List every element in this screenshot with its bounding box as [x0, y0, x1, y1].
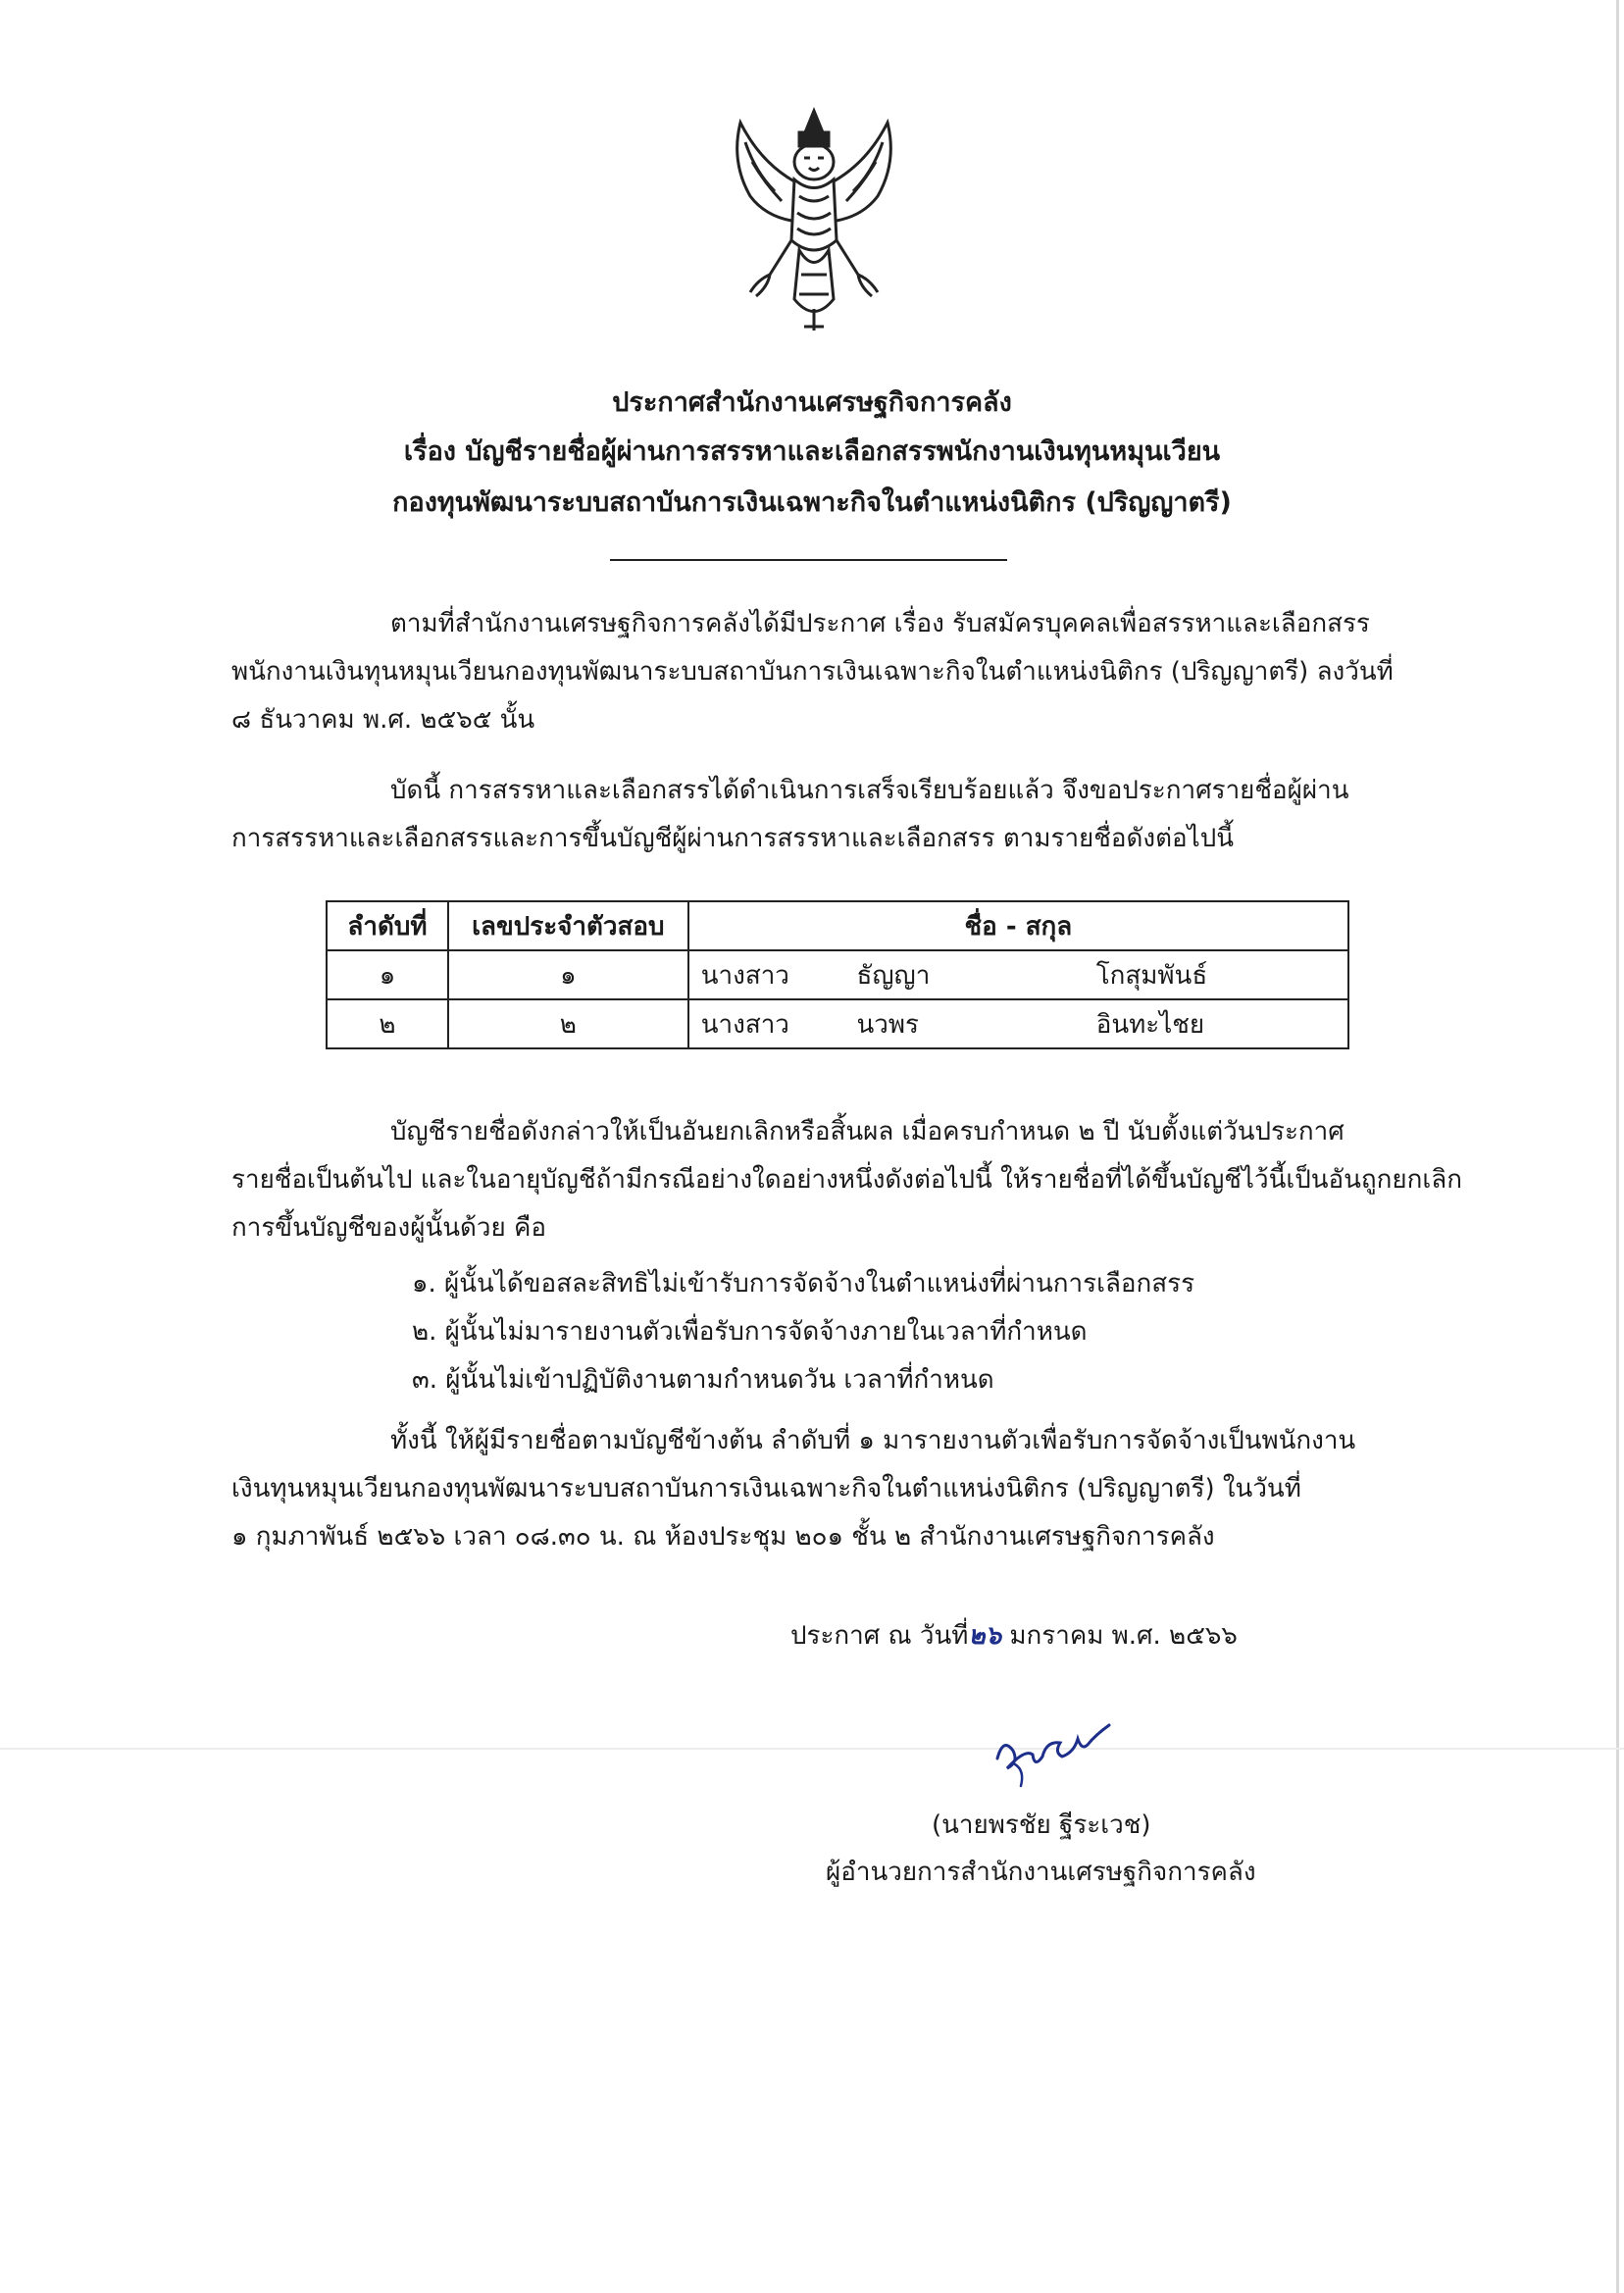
table-row	[327, 999, 1348, 1048]
page-edge-right	[1616, 0, 1619, 2293]
validity-line-3: การขึ้นบัญชีของผู้นั้นด้วย คือ	[231, 1213, 547, 1243]
report-line-1: ทั้งนี้ ให้ผู้มีรายชื่อตามบัญชีข้างต้น ลำดับที่ ๑ มารายงานตัวเพื่อรับการจัดจ้างเป็นพนักงาน	[390, 1426, 1356, 1455]
header-rank: ลำดับที่	[327, 901, 448, 950]
cell-rank: ๑	[327, 950, 448, 999]
table-header-row	[327, 901, 1348, 950]
date-day: ๒๖	[968, 1621, 1002, 1651]
condition-item: ๓. ผู้นั้นไม่เข้าปฏิบัติงานตามกำหนดวัน เวลาที่กำหนด	[412, 1365, 994, 1395]
cell-last-name: อินทะไชย	[1085, 999, 1348, 1048]
intro-line-1: ตามที่สำนักงานเศรษฐกิจการคลังได้มีประกาศ เรื่อง รับสมัครบุคคลเพื่อสรรหาและเลือกสรร	[390, 609, 1370, 638]
validity-paragraph	[231, 1108, 1462, 1252]
cell-exam-id: ๒	[448, 999, 688, 1048]
header-full-name: ชื่อ - สกุล	[688, 901, 1348, 950]
cell-last-name: โกสุมพันธ์	[1085, 950, 1348, 999]
date-prefix: ประกาศ ณ วันที่	[790, 1621, 969, 1651]
announcement-date	[790, 1615, 1238, 1656]
cell-first-name: ธัญญา	[845, 950, 1085, 999]
condition-item: ๑. ผู้นั้นได้ขอสละสิทธิไม่เข้ารับการจัดจ้างในตำแหน่งที่ผ่านการเลือกสรร	[412, 1269, 1195, 1299]
intro-line-3: ๘ ธันวาคม พ.ศ. ๒๕๖๕ นั้น	[231, 705, 535, 735]
cell-title: นางสาว	[688, 950, 845, 999]
conditions-list	[412, 1260, 1194, 1404]
cell-title: นางสาว	[688, 999, 845, 1048]
validity-line-2: รายชื่อเป็นต้นไป และในอายุบัญชีถ้ามีกรณีอย่างใดอย่างหนึ่งดังต่อไปนี้ ให้รายชื่อที่ได้ขึ้นบัญชีไว้นี้เป็นอันถูกยกเลิก	[231, 1165, 1462, 1195]
scan-fold-line	[0, 1748, 1624, 1750]
report-line-3: ๑ กุมภาพันธ์ ๒๕๖๖ เวลา ๐๘.๓๐ น. ณ ห้องประชุม ๒๐๑ ชั้น ๒ สำนักงานเศรษฐกิจการคลัง	[231, 1522, 1215, 1552]
validity-line-1: บัญชีรายชื่อดังกล่าวให้เป็นอันยกเลิกหรือสิ้นผล เมื่อครบกำหนด ๒ ปี นับตั้งแต่วันประกาศ	[390, 1117, 1345, 1146]
announce-paragraph	[231, 767, 1457, 863]
report-line-2: เงินทุนหมุนเวียนกองทุนพัฒนาระบบสถาบันการเงินเฉพาะกิจในตำแหน่งนิติกร (ปริญญาตรี) ในวันที่	[231, 1474, 1301, 1503]
garuda-emblem-icon	[721, 103, 907, 338]
table-row	[327, 950, 1348, 999]
header-exam-id: เลขประจำตัวสอบ	[448, 901, 688, 950]
title-divider	[610, 559, 1007, 561]
report-paragraph	[231, 1417, 1457, 1561]
announcement-subject: เรื่อง บัญชีรายชื่อผู้ผ่านการสรรหาและเลือกสรรพนักงานเงินทุนหมุนเวียน	[403, 436, 1221, 467]
candidate-table	[326, 900, 1349, 1049]
cell-rank: ๒	[327, 999, 448, 1048]
signer-position: ผู้อำนวยการสำนักงานเศรษฐกิจการคลัง	[826, 1858, 1256, 1887]
announcement-subject-cont: กองทุนพัฒนาระบบสถาบันการเงินเฉพาะกิจในตำแหน่งนิติกร (ปริญญาตรี)	[392, 487, 1232, 518]
intro-line-2: พนักงานเงินทุนหมุนเวียนกองทุนพัฒนาระบบสถาบันการเงินเฉพาะกิจในตำแหน่งนิติกร (ปริญญาตรี) ลงวันที่	[231, 657, 1394, 687]
date-suffix: มกราคม พ.ศ. ๒๕๖๖	[1001, 1621, 1238, 1651]
signer-name: (นายพรชัย ฐีระเวช)	[932, 1810, 1151, 1840]
cell-exam-id: ๑	[448, 950, 688, 999]
intro-paragraph	[231, 600, 1457, 744]
announce-line-2: การสรรหาและเลือกสรรและการขึ้นบัญชีผู้ผ่านการสรรหาและเลือกสรร ตามรายชื่อดังต่อไปนี้	[231, 824, 1234, 853]
cell-first-name: นวพร	[845, 999, 1085, 1048]
signature-icon	[976, 1702, 1152, 1790]
condition-item: ๒. ผู้นั้นไม่มารายงานตัวเพื่อรับการจัดจ้างภายในเวลาที่กำหนด	[412, 1317, 1088, 1347]
announcement-heading: ประกาศสำนักงานเศรษฐกิจการคลัง	[612, 387, 1012, 418]
announce-line-1: บัดนี้ การสรรหาและเลือกสรรได้ดำเนินการเสร็จเรียบร้อยแล้ว จึงขอประกาศรายชื่อผู้ผ่าน	[390, 776, 1349, 805]
